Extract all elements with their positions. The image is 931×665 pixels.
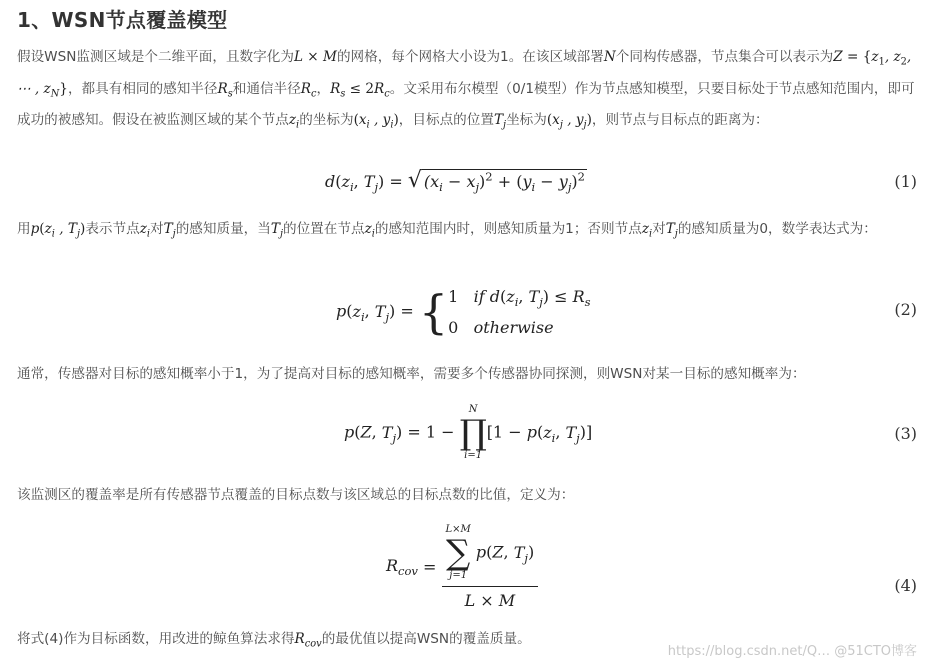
equation-4	[0, 524, 931, 614]
equation-1	[0, 164, 931, 200]
equation-3-number: (3)	[894, 424, 917, 443]
math-xj-yj: ($x_j$ , $y_j$)	[546, 112, 592, 132]
math-rs-le-2rc: $R_s \le 2R_c$	[330, 80, 390, 100]
equation-3-body: p(Z, $T_j) = 1$ − N ∏ i=1 [$1 - p(z_i$, $T_j$)]	[344, 404, 593, 461]
math-zi: $z_i$	[288, 112, 300, 132]
equation-1-body: $d(z_i$, $T_j$) = √ $(x_i - x_j)^2 + (y_i - y_j)^2$	[325, 168, 585, 195]
math-grid-size: L × M	[293, 49, 337, 65]
equation-2-number: (2)	[894, 300, 917, 319]
equation-2	[0, 282, 931, 338]
math-rs: $R_s$	[217, 80, 233, 100]
paragraph-detection-prob: 通常，传感器对目标的感知概率小于1，为了提高对目标的感知概率，需要多个传感器协同探测，则WSN对某一目标的感知概率为：	[17, 366, 806, 382]
math-tj: $T_j$	[493, 112, 507, 132]
equation-2-body: $p(z_i$, $T_j$) = { 1 if $d(z_i$, $T_j) \le R_s$ 0 otherwise	[336, 285, 591, 340]
math-rcov: $R_{cov}$	[294, 631, 322, 650]
math-xi-yi: ($x_i$ , $y_i$)	[353, 112, 399, 132]
math-rc: $R_c$	[300, 80, 317, 100]
coverage-fraction: L×M ∑ j=1 p(Z, $T_j$) L × M	[442, 524, 539, 610]
math-p-zi-tj: $p(z_i$ , $T_j$)	[30, 221, 86, 240]
paragraph-objective: 将式(4)作为目标函数，用改进的鲸鱼算法求得$R_{cov}$的最优值以提高WSN的覆盖质量。	[17, 631, 531, 650]
paragraph-sensing-quality: 用$p(z_i$ , $T_j$)表示节点$z_i$对$T_j$的感知质量，当$T_j$的位置在节点$z_i$的感知范围内时，则感知质量为1；否则节点$z_i$对$T_j$的感知质量为0，数学表达式为：	[17, 221, 877, 240]
equation-4-number: (4)	[894, 576, 917, 595]
math-node-set: $Z = \{z_1$, $z_2$, ⋯ , $z_N$}	[17, 49, 912, 100]
paragraph-coverage-def: 该监测区的覆盖率是所有传感器节点覆盖的目标点数与该区域总的目标点数的比值，定义为：	[17, 487, 575, 503]
section-heading: 1、WSN节点覆盖模型	[17, 8, 228, 32]
equation-1-number: (1)	[894, 172, 917, 191]
math-n: N	[603, 49, 616, 65]
equation-3	[0, 402, 931, 464]
equation-4-body: $R_{cov}$ = L×M ∑ j=1 p(Z, $T_j$) L × M	[386, 524, 538, 610]
watermark: https://blog.csdn.net/Q… @51CTO博客	[667, 644, 917, 659]
paragraph-model-intro: 假设WSN监测区域是个二维平面，且数字化为L × M的网格，每个网格大小设为1。在该区域部署N个同构传感器，节点集合可以表示为$Z = \{z_1$, $z_2$, ⋯ , $z_N$}，都具有相同的感知半径$R_s$和通信半径$R_c$，$R_s \le 2R_c$。文采用布尔模型（0/1模型）作为节点感知模型，只要目标处于节点感知范围内，即可成功的被感知。假设在被监测区域的某个节点$z_i$的坐标为($x_i$ , $y_i$)，目标点的位置$T_j$坐标为($x_j$ , $y_j$)，则节点与目标点的距离为：	[17, 49, 915, 132]
